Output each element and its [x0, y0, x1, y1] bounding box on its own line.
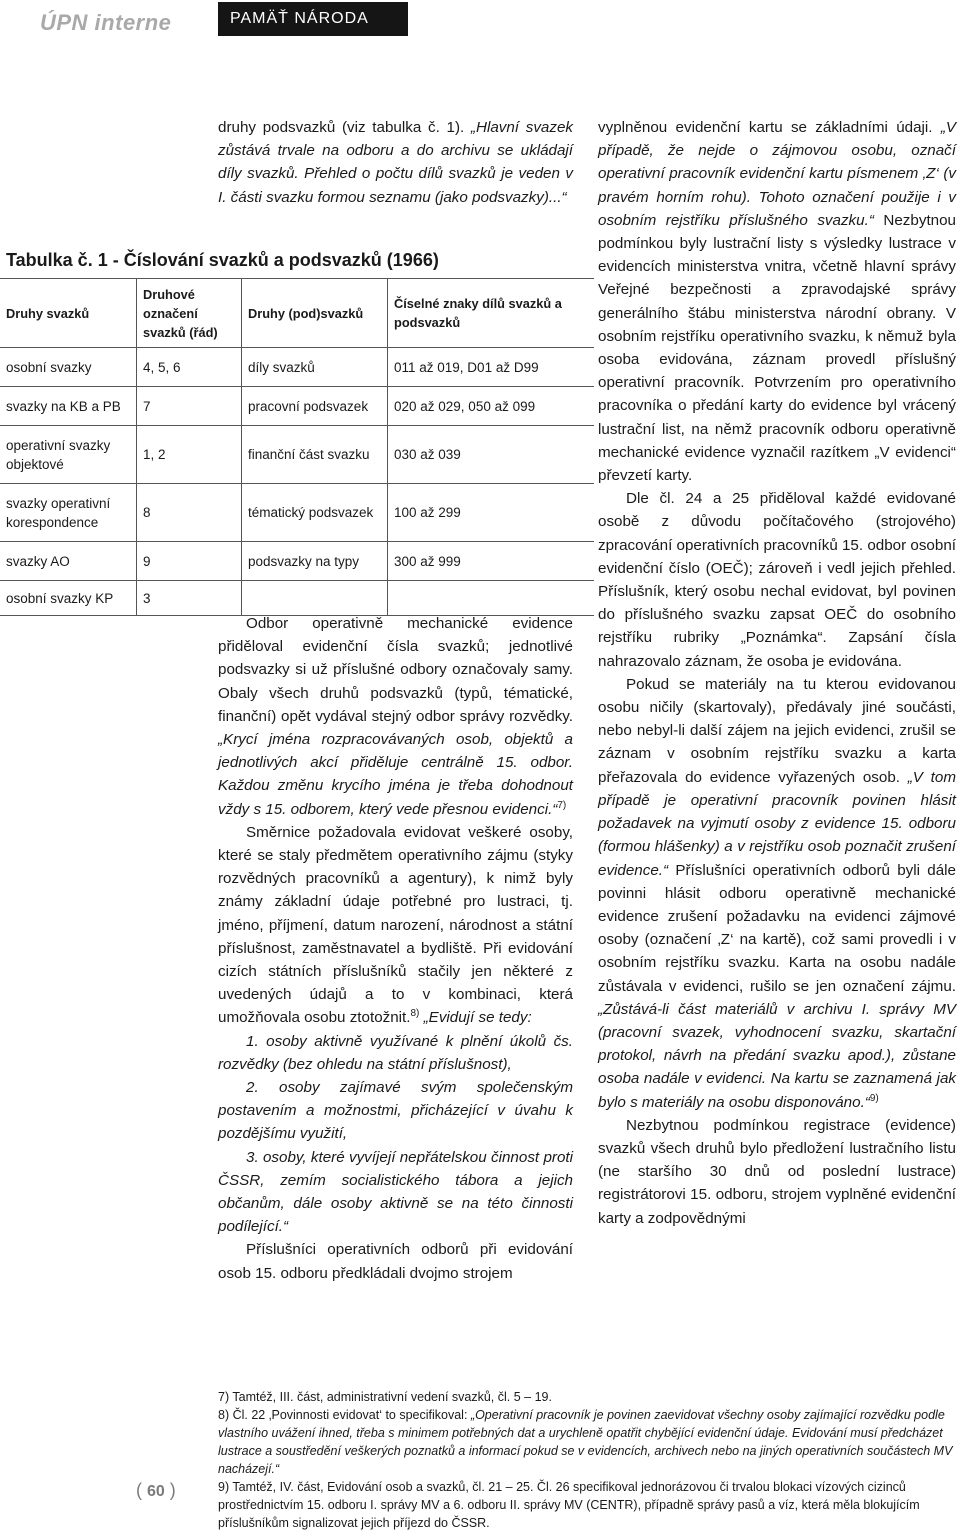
quote-run: 3. osoby, které vyvíjejí nepřátelskou činnost proti ČSSR, zemím socialistického tábora a jejich občanům, dále osoby aktivně se na této činnosti podílející.“	[218, 1148, 573, 1236]
table-cell: 8	[137, 484, 242, 542]
table-cell: svazky na KB a PB	[0, 387, 137, 426]
list-item	[218, 1030, 573, 1076]
paragraph: Příslušníci operativních odborů při evidování osob 15. odboru předkládali dvojmo strojem	[218, 1241, 573, 1282]
quote-run: „Operativní pracovník je povinen zaevidovat všechny osoby zajímající rozvědku podle vlastního uvážení ihned, třeba s minimem potřebných dat a urychleně opatřit chybějící evidenční údaje. Evidování musí předcházet lustrace a soustředění veškerých poznatků a informací pokud se v evidencích, archivech nebo na jiných operativních součástech MV nacházejí.“	[218, 1408, 953, 1476]
quote-run: „V případě, že nejde o zájmovou osobu, označí operativní pracovník evidenční kartu písmenem ‚Z‘ (v pravém horním rohu). Tohoto označení použije i v osobním rejstříku příslušného svazku.“	[598, 119, 956, 229]
text-column-middle	[218, 612, 573, 1285]
text-column-top	[218, 116, 573, 209]
table-cell: osobní svazky	[0, 348, 137, 387]
table-cell: 4, 5, 6	[137, 348, 242, 387]
table-cell: 300 až 999	[388, 542, 595, 581]
paragraph: Dle čl. 24 a 25 přiděloval každé evidované osobě z důvodu počítačového (strojového) zpracování operativních pracovníků 15. odbor osobní evidenční číslo (OEČ); zároveň i vedl jejich přehled. Příslušník, který osobu nechal evidovat, byl povinen do příslušného svazku zapsat OEČ do osobního rejstříku rubriky „Poznámka“. Zapsání čísla nahrazovalo záznam, že osoba je evidována.	[598, 490, 956, 670]
table-row	[0, 581, 594, 616]
paragraph	[218, 116, 573, 209]
paragraph: Nezbytnou podmínkou registrace (evidence) svazků všech druhů bylo předložení lustračního listu (ne staršího 30 dnů od poslední lustrace) registrátorovi 15. odboru, strojem vyplněné evidenční karty a zodpovědnými	[598, 1116, 956, 1227]
page-number-text: 60	[147, 1483, 165, 1500]
footnote: 9) Tamtéž, IV. část, Evidování osob a svazků, čl. 21 – 25. Čl. 26 specifikoval jednorázovou či trvalou blokaci vízových cizinců prostřednictvím 15. odboru I. správy MV a 6. odboru II. správy MV (CENTR), případně správy pasů a víz, která měla blokujícím příslušníkům signalizovat jejich příjezd do ČSSR.	[218, 1480, 920, 1530]
table-cell: finanční část svazku	[242, 426, 388, 484]
text-run: Nezbytnou podmínkou byly lustrační listy s výsledky lustrace v evidencích ministerstva vnitra, včetně hlavní správy Veřejné bezpečnosti a zpravodajské správy generálního štábu ministerstva národní obrany. V osobním rejstříku operativního svazku, k němuž byla osoba evidována, záznam provedl příslušný operativní pracovník. Potvrzením pro operativního pracovníka o předání karty do evidence byl vrácený lustrační list, na němž pracovník odboru operativně mechanické evidence vyznačil razítkem „V evidenci“ převzetí karty.	[598, 211, 956, 485]
table-cell: osobní svazky KP	[0, 581, 137, 616]
table-header-row	[0, 279, 594, 348]
table-cell: 011 až 019, D01 až D99	[388, 348, 595, 387]
text-run: Příslušníci operativních odborů byli dále povinni hlásit odboru operativně mechanické evidence zrušení požadavku na evidenci zájmové osoby (označení ‚Z‘ na kartě), což sami provedli i v osobním rejstříku svazku. Karta na osobu nadále zůstávala v evidenci, rušilo se jen označení zájmu.	[598, 861, 956, 995]
text-run: Směrnice požadovala evidovat veškeré osoby, které se staly předmětem operativního zájmu (styky rozvědných pracovníků a agentury), k nimž byly známy základní údaje potřebné pro lustraci, tj. jméno, příjmení, datum narození, národnost a státní příslušnost, zaměstnavatel a bydliště. Při evidování cizích státních příslušníků stačily jen některé z uvedených údajů a to v kombinaci, která umožňovala osobu ztotožnit.	[218, 823, 573, 1027]
table-cell: 030 až 039	[388, 426, 595, 484]
brand-title: ÚPN interne	[40, 10, 172, 35]
table-cell: 020 až 029, 050 až 099	[388, 387, 595, 426]
table-cell: podsvazky na typy	[242, 542, 388, 581]
quote-run: „Evidují se tedy:	[419, 1009, 532, 1027]
footnote-ref: 8)	[410, 1008, 420, 1020]
footnote	[218, 1406, 958, 1478]
section-label-text: PAMÄŤ NÁRODA	[230, 10, 369, 27]
text-run: Odbor operativně mechanické evidence přiděloval evidenční čísla svazků; jednotlivé podsvazky si už příslušné odbory označovaly samy. Obaly všech druhů podsvazků (typů, tématické, finanční) opět vydával stejný odbor správy rozvědky.	[218, 615, 573, 725]
quote-run: „Hlavní svazek zůstává trvale na odboru a do archivu se ukládají díly svazků. Přehled o počtu dílů svazků je veden v I. části svazku formou seznamu (jako podsvazky)...“	[218, 119, 573, 206]
paragraph	[218, 821, 573, 1030]
text-run: druhy podsvazků (viz tabulka č. 1).	[218, 119, 471, 136]
table-cell: 1, 2	[137, 426, 242, 484]
list-item	[218, 1076, 573, 1146]
table-cell: svazky AO	[0, 542, 137, 581]
text-column-right	[598, 116, 956, 1230]
table-row	[0, 387, 594, 426]
page-number	[136, 1480, 176, 1501]
table-header-cell: Číselné znaky dílů svazků a podsvazků	[388, 279, 595, 348]
table-cell: tématický podsvazek	[242, 484, 388, 542]
table-cell: svazky operativní korespondence	[0, 484, 137, 542]
text-run: Pokud se materiály na tu kterou evidovanou osobu ničily (skartovaly), předávaly jiné součásti, nebo nebyl-li další zájem na jejich evidenci, zrušil se záznam v osobním rejstříku svazku a karta přeřazovala do evidence vyřazených osob.	[598, 675, 956, 786]
table-cell: 100 až 299	[388, 484, 595, 542]
table-row	[0, 426, 594, 484]
footnotes	[218, 1388, 958, 1532]
quote-run: 1. osoby aktivně využívané k plnění úkolů čs. rozvědky (bez ohledu na státní příslušnost),	[218, 1032, 573, 1073]
footnote-ref: 7)	[557, 799, 567, 811]
table-header-cell: Druhové označení svazků (řád)	[137, 279, 242, 348]
table-row	[0, 484, 594, 542]
table-row	[0, 542, 594, 581]
text-run: 8) Čl. 22 ‚Povinnosti evidovat‘ to specifikoval:	[218, 1408, 471, 1422]
table-cell: díly svazků	[242, 348, 388, 387]
bracket-right: )	[164, 1480, 176, 1500]
table-header-cell: Druhy svazků	[0, 279, 137, 348]
quote-run: „Zůstává-li část materiálů v archivu I. správy MV (pracovní svazek, vyhodnocení svazku, skartační protokol, návrh na předání svazku apod.), zůstane osoba nadále v evidenci. Na kartu se zaznamená jak bylo s materiály na osobu disponováno.“	[598, 1000, 956, 1111]
footnote-ref: 9)	[869, 1092, 879, 1104]
table-cell	[242, 581, 388, 616]
table-cell: operativní svazky objektové	[0, 426, 137, 484]
quote-run: 2. osoby zajímavé svým společenským postavením a možnostmi, přicházející v úvahu k pozdějšímu využití,	[218, 1079, 573, 1143]
table-caption: Tabulka č. 1 - Číslování svazků a podsvazků (1966)	[6, 250, 439, 270]
paragraph	[218, 612, 573, 821]
list-item	[218, 1146, 573, 1239]
footnote: 7) Tamtéž, III. část, administrativní vedení svazků, čl. 5 – 19.	[218, 1390, 552, 1404]
table-cell: 7	[137, 387, 242, 426]
table-cell	[388, 581, 595, 616]
numbering-table	[0, 278, 594, 616]
paragraph	[598, 673, 956, 1114]
quote-run: „V tom případě je operativní pracovník povinen hlásit požadavek na vyjmutí osoby z evidence 15. odboru (formou hlášenky) a v rejstříku osob poznačit zrušení evidence.“	[598, 768, 957, 879]
table-cell: pracovní podsvazek	[242, 387, 388, 426]
table-row	[0, 348, 594, 387]
bracket-left: (	[136, 1480, 147, 1500]
table-cell: 9	[137, 542, 242, 581]
paragraph	[598, 116, 956, 487]
table-cell: 3	[137, 581, 242, 616]
table-header-cell: Druhy (pod)svazků	[242, 279, 388, 348]
quote-run: „Krycí jména rozpracovávaných osob, objektů a jednotlivých akcí přiděluje centrálně 15. odbor. Každou změnu krycího jména je třeba dohodnout vždy s 15. odborem, který vede přesnou evidenci.“	[218, 731, 573, 818]
text-run: vyplněnou evidenční kartu se základními údaji.	[598, 119, 941, 136]
section-label	[218, 2, 408, 36]
